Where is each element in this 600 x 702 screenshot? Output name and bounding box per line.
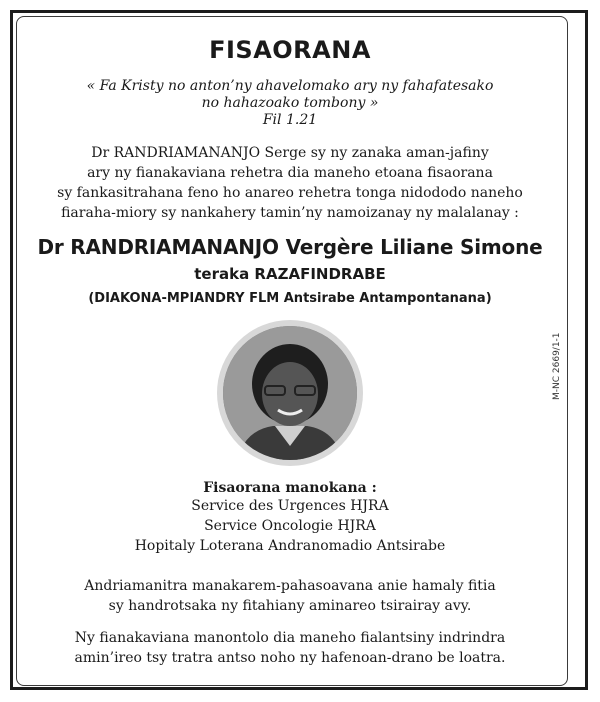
- notice-content: [20, 30, 560, 668]
- closing-line: sy handrotsaka ny fitahiany aminareo tsirairay avy.: [108, 598, 472, 614]
- intro-paragraph: [20, 143, 560, 223]
- portrait-photo: [223, 326, 357, 460]
- list-item: Service des Urgences HJRA: [191, 498, 389, 514]
- portrait-frame: [217, 320, 363, 466]
- closing-line: Andriamanitra manakarem-pahasoavana anie hamaly fitia: [84, 578, 496, 594]
- closing-line: amin’ireo tsy tratra antso noho ny hafenoan-drano be loatra.: [74, 650, 506, 666]
- intro-line: ary ny fianakaviana rehetra dia maneho etoana fisaorana: [87, 165, 493, 181]
- closing-blessing: [20, 576, 560, 616]
- verse-line: no hahazoako tombony »: [201, 95, 379, 111]
- notice-title: FISAORANA: [209, 36, 371, 64]
- intro-line: fiaraha-miory sy nankahery tamin’ny namoizanay ny malalanay :: [61, 205, 519, 221]
- list-item: Service Oncologie HJRA: [204, 518, 376, 534]
- verse-reference: Fil 1.21: [262, 112, 318, 128]
- verse-line: « Fa Kristy no anton’ny ahavelomako ary ny fahafatesako: [86, 78, 494, 94]
- special-thanks-title: Fisaorana manokana :: [203, 480, 377, 496]
- portrait-illustration: [223, 326, 357, 460]
- deceased-role: (DIAKONA-MPIANDRY FLM Antsirabe Antampontanana): [88, 291, 492, 306]
- closing-apology: [20, 628, 560, 668]
- list-item: Hopitaly Loterana Andranomadio Antsirabe: [134, 538, 446, 554]
- closing-line: Ny fianakaviana manontolo dia maneho fialantsiny indrindra: [74, 630, 506, 646]
- maiden-name: teraka RAZAFINDRABE: [194, 265, 386, 283]
- intro-line: Dr RANDRIAMANANJO Serge sy ny zanaka aman-jafiny: [91, 145, 489, 161]
- intro-line: sy fankasitrahana feno ho anareo rehetra tonga nidododo naneho: [57, 185, 523, 201]
- special-thanks-list: [20, 496, 560, 556]
- reference-code: M-NC 2669/1-1: [552, 332, 562, 400]
- bible-verse: [20, 78, 560, 129]
- deceased-name: Dr RANDRIAMANANJO Vergère Liliane Simone: [37, 235, 543, 259]
